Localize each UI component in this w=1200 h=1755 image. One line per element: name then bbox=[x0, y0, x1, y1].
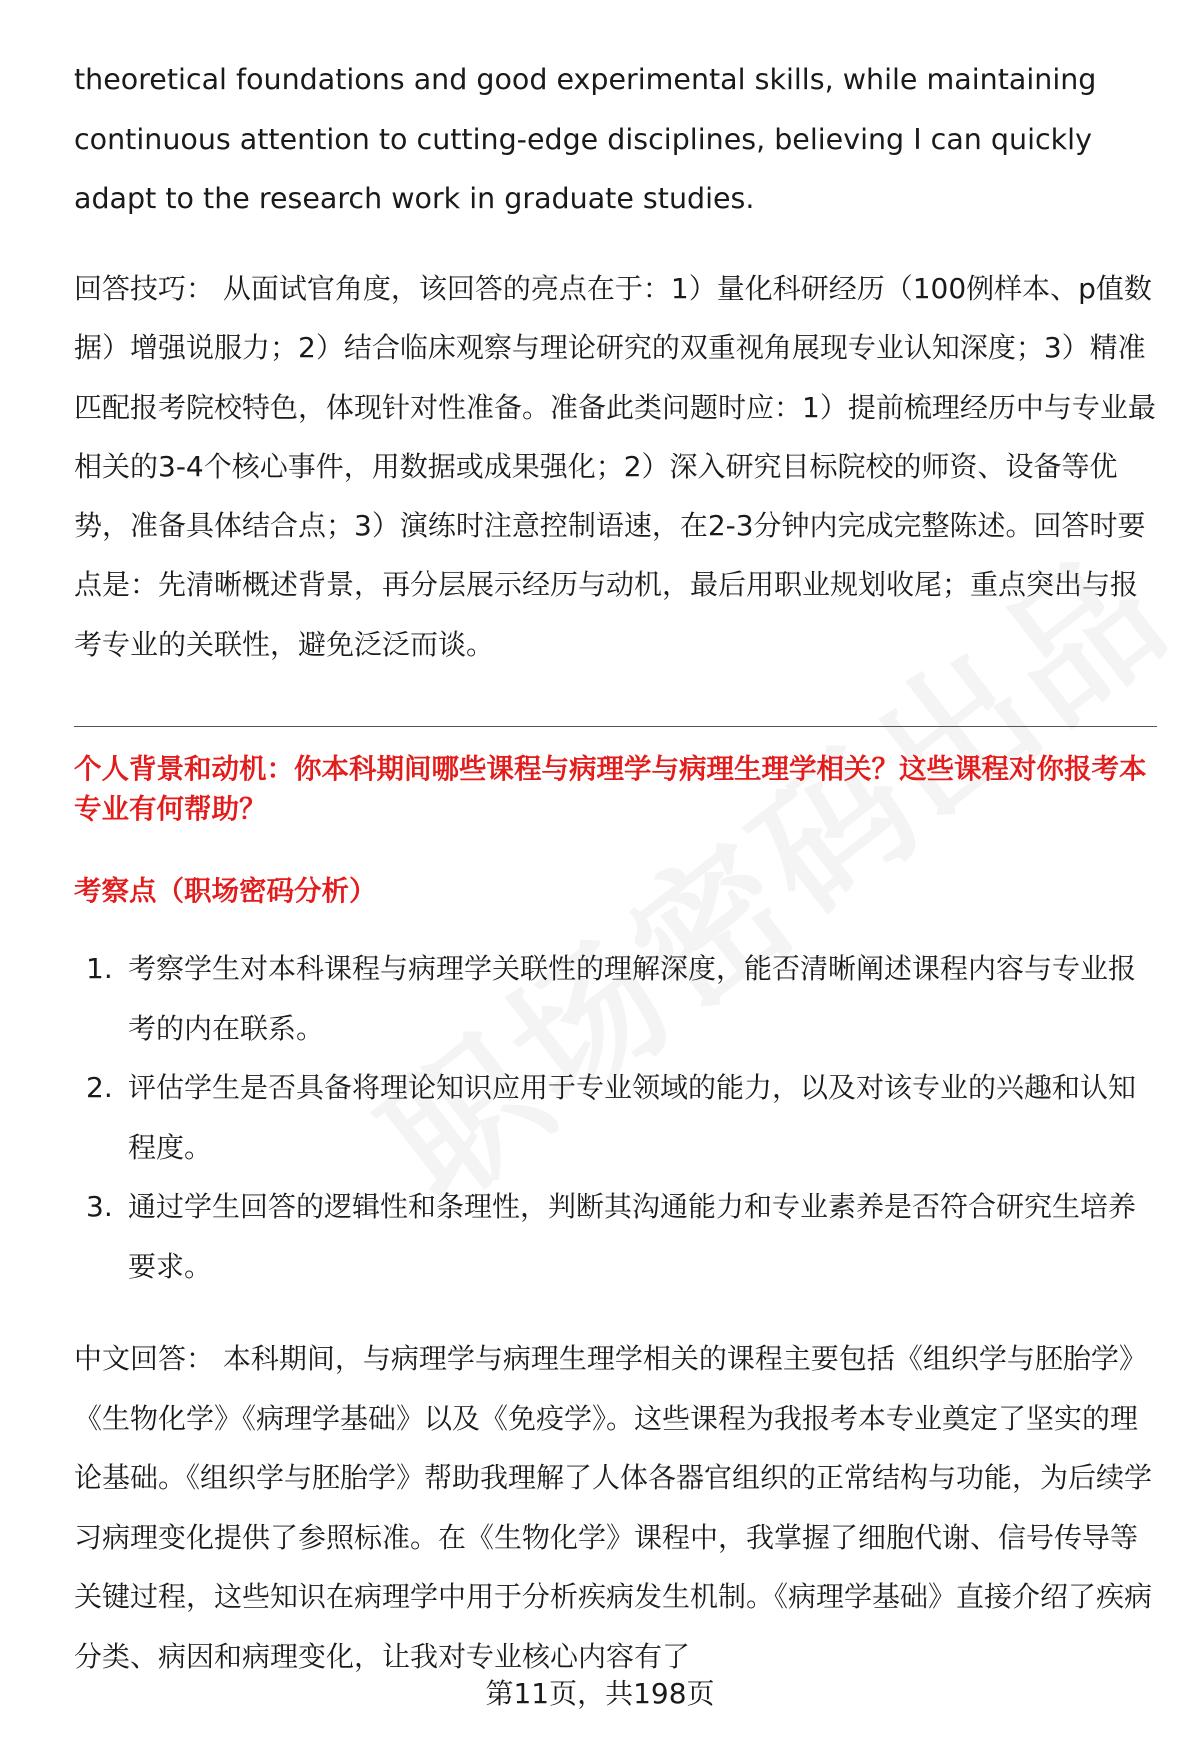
answer-tips-paragraph: 回答技巧： 从面试官角度，该回答的亮点在于：1）量化科研经历（100例样本、p值数据）增强说服力；2）结合临床观察与理论研究的双重视角展现专业认知深度；3）精准匹配报考院校特色，体现针对性准备。准备此类问题时应：1）提前梳理经历中与专业最相关的3-4个核心事件，用数据或成果强化；2）深入研究目标院校的师资、设备等优势，准备具体结合点；3）演练时注意控制语速，在2-3分钟内完成完整陈述。回答时要点是：先清晰概述背景，再分层展示经历与动机，最后用职业规划收尾；重点突出与报考专业的关联性，避免泛泛而谈。 bbox=[74, 272, 1156, 661]
list-item-number: 1. bbox=[86, 952, 113, 985]
list-item-number: 3. bbox=[86, 1190, 113, 1223]
assessment-points-title: 考察点（职场密码分析） bbox=[74, 875, 377, 907]
chinese-answer-paragraph: 中文回答： 本科期间，与病理学与病理生理学相关的课程主要包括《组织学与胚胎学》《生物化学》《病理学基础》以及《免疫学》。这些课程为我报考本专业奠定了坚实的理论基础。《组织学与胚胎学》帮助我理解了人体各器官组织的正常结构与功能，为后续学习病理变化提供了参照标准。在《生物化学》课程中，我掌握了细胞代谢、信号传导等关键过程，这些知识在病理学中用于分析疾病发生机制。《病理学基础》直接介绍了疾病分类、病因和病理变化，让我对专业核心内容有了 bbox=[74, 1342, 1153, 1673]
list-item-number: 2. bbox=[86, 1071, 113, 1104]
intro-paragraph-en: theoretical foundations and good experimental skills, while maintaining continuous attention to cutting-edge disciplines, believing I can quickly adapt to the research work in graduate studies. bbox=[74, 63, 1097, 215]
section-divider bbox=[74, 726, 1157, 727]
list-item-text: 通过学生回答的逻辑性和条理性，判断其沟通能力和专业素养是否符合研究生培养要求。 bbox=[128, 1190, 1137, 1283]
question-heading: 个人背景和动机：你本科期间哪些课程与病理学与病理生理学相关？这些课程对你报考本专业有何帮助？ bbox=[74, 753, 1147, 825]
page-number-footer: 第11页，共198页 bbox=[485, 1677, 715, 1710]
assessment-points-list bbox=[74, 939, 1157, 1296]
list-item bbox=[74, 1058, 1157, 1177]
list-item bbox=[74, 939, 1157, 1058]
list-item bbox=[74, 1177, 1157, 1296]
list-item-text: 评估学生是否具备将理论知识应用于专业领域的能力，以及对该专业的兴趣和认知程度。 bbox=[128, 1071, 1137, 1164]
list-item-text: 考察学生对本科课程与病理学关联性的理解深度，能否清晰阐述课程内容与专业报考的内在联系。 bbox=[128, 952, 1137, 1045]
